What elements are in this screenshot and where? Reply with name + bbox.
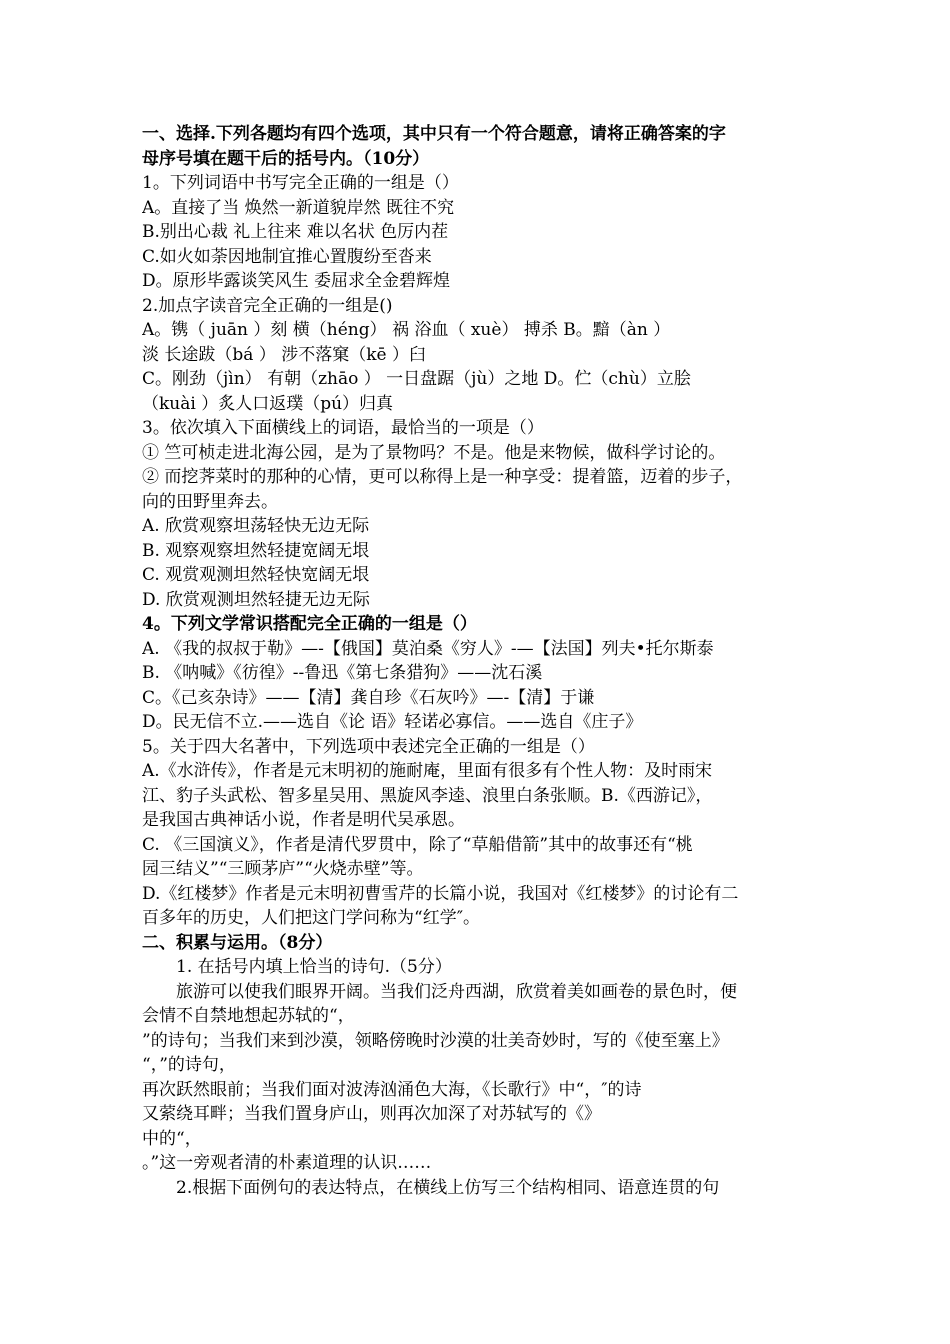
text-line: 1. 在括号内填上恰当的诗句.（5分） <box>176 957 452 977</box>
text-line: D. 欣赏观测坦然轻捷无边无际 <box>142 589 370 610</box>
text-line: A. 《我的叔叔于勒》—-【俄国】莫泊桑《穷人》-—【法国】列夫•托尔斯泰 <box>142 638 714 659</box>
text-line: “，”的诗句， <box>142 1055 236 1075</box>
text-line: C。刚劲（jìn） 有朝（zhāo ） 一日盘踞（jù）之地 D。伫（chù）立脍 <box>142 369 691 389</box>
text-line: 江、豹子头武松、智多星吴用、黑旋风李逵、浪里白条张顺。B.《西游记》， <box>142 785 713 806</box>
text-line: 母序号填在题干后的括号内。（10分） <box>142 148 430 169</box>
text-line: B. 《呐喊》《彷徨》--鲁迅《第七条猎狗》——沈石溪 <box>142 663 543 683</box>
text-line: （kuài ）炙人口返璞（pú）归真 <box>142 393 394 414</box>
text-line: 4。下列文学常识搭配完全正确的一组是（） <box>142 614 477 634</box>
text-line: 淡 长途跋（bá ） 涉不落窠（kē ）臼 <box>142 344 426 365</box>
text-line: C. 观赏观测坦然轻快宽阔无垠 <box>142 565 370 585</box>
text-line: A。镌（ juān ）刻 横（héng） 祸 浴血（ xuè） 搏杀 B。黯（àn ） <box>142 320 671 340</box>
text-line: 又萦绕耳畔；当我们置身庐山，则再次加深了对苏轼写的《》 <box>142 1104 601 1124</box>
text-line: D。原形毕露谈笑风生 委屈求全金碧辉煌 <box>142 271 451 291</box>
text-line: 园三结义”“三顾茅庐”“火烧赤壁”等。 <box>142 859 424 879</box>
text-line: C.如火如荼因地制宜推心置腹纷至沓来 <box>142 246 432 267</box>
text-line: B.别出心裁 礼上往来 难以名状 色厉内茬 <box>142 222 449 242</box>
text-line: 一、选择.下列各题均有四个选项，其中只有一个符合题意，请将正确答案的字 <box>142 124 726 144</box>
text-line: 2.根据下面例句的表达特点，在横线上仿写三个结构相同、语意连贯的句 <box>176 1177 720 1198</box>
text-line: 百多年的历史，人们把这门学问称为“红学″。 <box>142 908 481 928</box>
text-line: ① 竺可桢走进北海公园，是为了景物吗？不是。他是来物候，做科学讨论的。 <box>142 442 726 463</box>
text-line: 2.加点字读音完全正确的一组是() <box>142 295 393 316</box>
text-line: 再次跃然眼前；当我们面对波涛汹涌色大海，《长歌行》中“，″的诗 <box>142 1079 642 1100</box>
document-page <box>142 122 812 1200</box>
document-body <box>142 122 812 1200</box>
text-line: D。民无信不立.——选自《论 语》轻诺必寡信。——选自《庄子》 <box>142 712 643 732</box>
text-line: C。《己亥杂诗》——【清】龚自珍《石灰吟》—-【清】于谦 <box>142 687 595 708</box>
text-line: 二、积累与运用。（8分） <box>142 932 333 953</box>
text-line: 3。依次填入下面横线上的词语，最恰当的一项是（） <box>142 418 544 438</box>
text-line: 中的“， <box>142 1128 202 1149</box>
text-line: 是我国古典神话小说，作者是明代吴承恩。 <box>142 810 465 830</box>
text-line: C. 《三国演义》，作者是清代罗贯中，除了“草船借箭”其中的故事还有“桃 <box>142 834 693 855</box>
text-line: A. 欣赏观察坦荡轻快无边无际 <box>142 516 370 536</box>
text-line: 。”这一旁观者清的朴素道理的认识…… <box>142 1153 432 1173</box>
text-line: D.《红楼梦》作者是元末明初曹雪芹的长篇小说，我国对《红楼梦》的讨论有二 <box>142 883 739 904</box>
text-line: A.《水浒传》，作者是元末明初的施耐庵，里面有很多有个性人物：及时雨宋 <box>142 761 713 781</box>
text-line: 向的田野里奔去。 <box>142 491 278 512</box>
text-line: B. 观察观察坦然轻捷宽阔无垠 <box>142 540 370 561</box>
text-line: 旅游可以使我们眼界开阔。当我们泛舟西湖，欣赏着美如画卷的景色时，便 <box>176 981 737 1002</box>
text-line: A。直接了当 焕然一新道貌岸然 既往不究 <box>142 197 455 218</box>
text-line: 1。下列词语中书写完全正确的一组是（） <box>142 173 459 193</box>
text-line: 5。关于四大名著中，下列选项中表述完全正确的一组是（） <box>142 736 595 757</box>
text-line: ② 而挖荠菜时的那种的心情，更可以称得上是一种享受：提着篮，迈着的步子， <box>142 467 743 487</box>
text-line: 会情不自禁地想起苏轼的“， <box>142 1006 355 1026</box>
text-line: ”的诗句；当我们来到沙漠，领略傍晚时沙漠的壮美奇妙时，写的《使至塞上》 <box>142 1030 729 1051</box>
